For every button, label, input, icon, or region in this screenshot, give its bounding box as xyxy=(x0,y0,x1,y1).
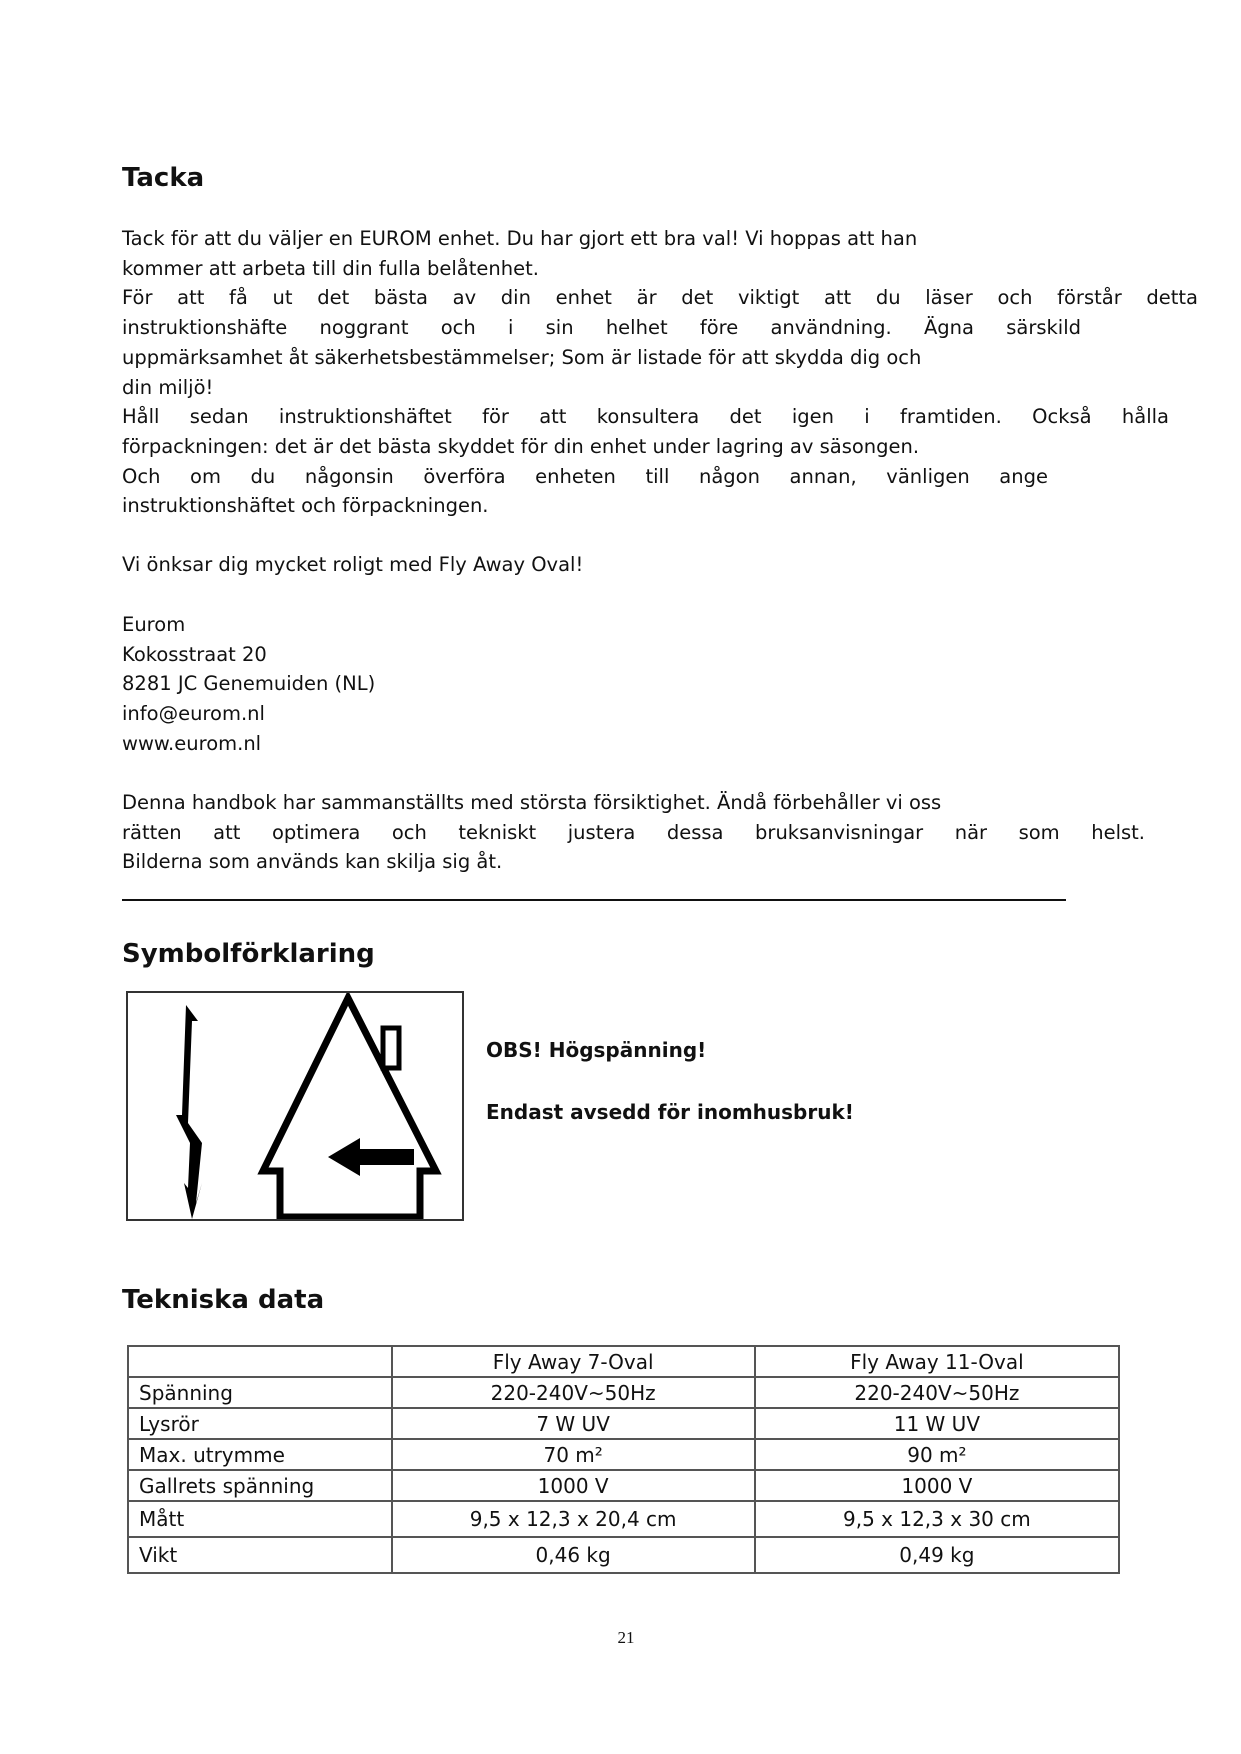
text-line: förpackningen: det är det bästa skyddet för din enhet under lagring av säsongen. xyxy=(122,434,920,458)
city: 8281 JC Genemuiden (NL) xyxy=(122,672,376,696)
page-number: 21 xyxy=(617,1628,635,1647)
table-cell: 9,5 x 12,3 x 30 cm xyxy=(755,1501,1119,1537)
table-header-cell: Fly Away 7-Oval xyxy=(392,1346,755,1377)
table-header-row xyxy=(128,1346,1119,1377)
text-line: Vi önksar dig mycket roligt med Fly Away Oval! xyxy=(122,553,584,576)
lightning-house-indoor-icon xyxy=(126,991,464,1221)
row-label: Gallrets spänning xyxy=(128,1470,392,1501)
section-divider xyxy=(122,899,1066,901)
website: www.eurom.nl xyxy=(122,731,262,755)
table-cell: 70 m² xyxy=(392,1439,755,1470)
table-cell: 220-240V~50Hz xyxy=(392,1377,755,1408)
text-line: din miljö! xyxy=(122,375,214,399)
heading-tacka: Tacka xyxy=(122,163,205,193)
table-header-cell xyxy=(128,1346,392,1377)
row-label: Lysrör xyxy=(128,1408,392,1439)
text-line: Denna handbok har sammanställts med största försiktighet. Ändå förbehåller vi oss xyxy=(122,791,942,814)
address-block xyxy=(122,610,375,759)
wish-text xyxy=(122,550,583,580)
table-cell: 0,49 kg xyxy=(755,1537,1119,1573)
table-header-cell: Fly Away 11-Oval xyxy=(755,1346,1119,1377)
table-row xyxy=(128,1537,1119,1573)
symbol-high-voltage-label: OBS! Högspänning! xyxy=(486,1038,707,1062)
heading-symbols: Symbolförklaring xyxy=(122,939,375,969)
heading-tech-data: Tekniska data xyxy=(122,1285,325,1315)
table-row xyxy=(128,1470,1119,1501)
table-cell: 9,5 x 12,3 x 20,4 cm xyxy=(392,1501,755,1537)
table-cell: 1000 V xyxy=(755,1470,1119,1501)
table-cell: 0,46 kg xyxy=(392,1537,755,1573)
table-cell: 220-240V~50Hz xyxy=(755,1377,1119,1408)
table-row xyxy=(128,1501,1119,1537)
table-row xyxy=(128,1408,1119,1439)
table-cell: 1000 V xyxy=(392,1470,755,1501)
intro-paragraph xyxy=(122,224,1198,521)
text-line: För att få ut det bästa av din enhet är det viktigt att du läser och förstår detta xyxy=(122,286,1198,310)
text-line: kommer att arbeta till din fulla belåtenhet. xyxy=(122,256,539,280)
text-line: uppmärksamhet åt säkerhetsbestämmelser; Som är listade för att skydda dig och xyxy=(122,345,922,369)
company-name: Eurom xyxy=(122,613,186,636)
table-cell: 90 m² xyxy=(755,1439,1119,1470)
text-line: Håll sedan instruktionshäftet för att konsultera det igen i framtiden. Också hålla xyxy=(122,405,1169,429)
text-line: Bilderna som används kan skilja sig åt. xyxy=(122,850,503,874)
table-cell: 7 W UV xyxy=(392,1408,755,1439)
disclaimer-paragraph xyxy=(122,788,1145,877)
text-line: Tack för att du väljer en EUROM enhet. Du har gjort ett bra val! Vi hoppas att han xyxy=(122,227,918,250)
street: Kokosstraat 20 xyxy=(122,642,267,666)
row-label: Spänning xyxy=(128,1377,392,1408)
text-line: Och om du någonsin överföra enheten till någon annan, vänligen ange xyxy=(122,464,1048,488)
tech-data-table xyxy=(127,1345,1120,1574)
table-row xyxy=(128,1377,1119,1408)
row-label: Max. utrymme xyxy=(128,1439,392,1470)
table-cell: 11 W UV xyxy=(755,1408,1119,1439)
text-line: rätten att optimera och tekniskt justera dessa bruksanvisningar när som helst. xyxy=(122,820,1145,844)
row-label: Mått xyxy=(128,1501,392,1537)
text-line: instruktionshäftet och förpackningen. xyxy=(122,494,489,518)
row-label: Vikt xyxy=(128,1537,392,1573)
email: info@eurom.nl xyxy=(122,702,265,726)
table-row xyxy=(128,1439,1119,1470)
text-line: instruktionshäfte noggrant och i sin helhet före användning. Ägna särskild xyxy=(122,316,1081,340)
symbol-indoor-use-label: Endast avsedd för inomhusbruk! xyxy=(486,1100,854,1124)
